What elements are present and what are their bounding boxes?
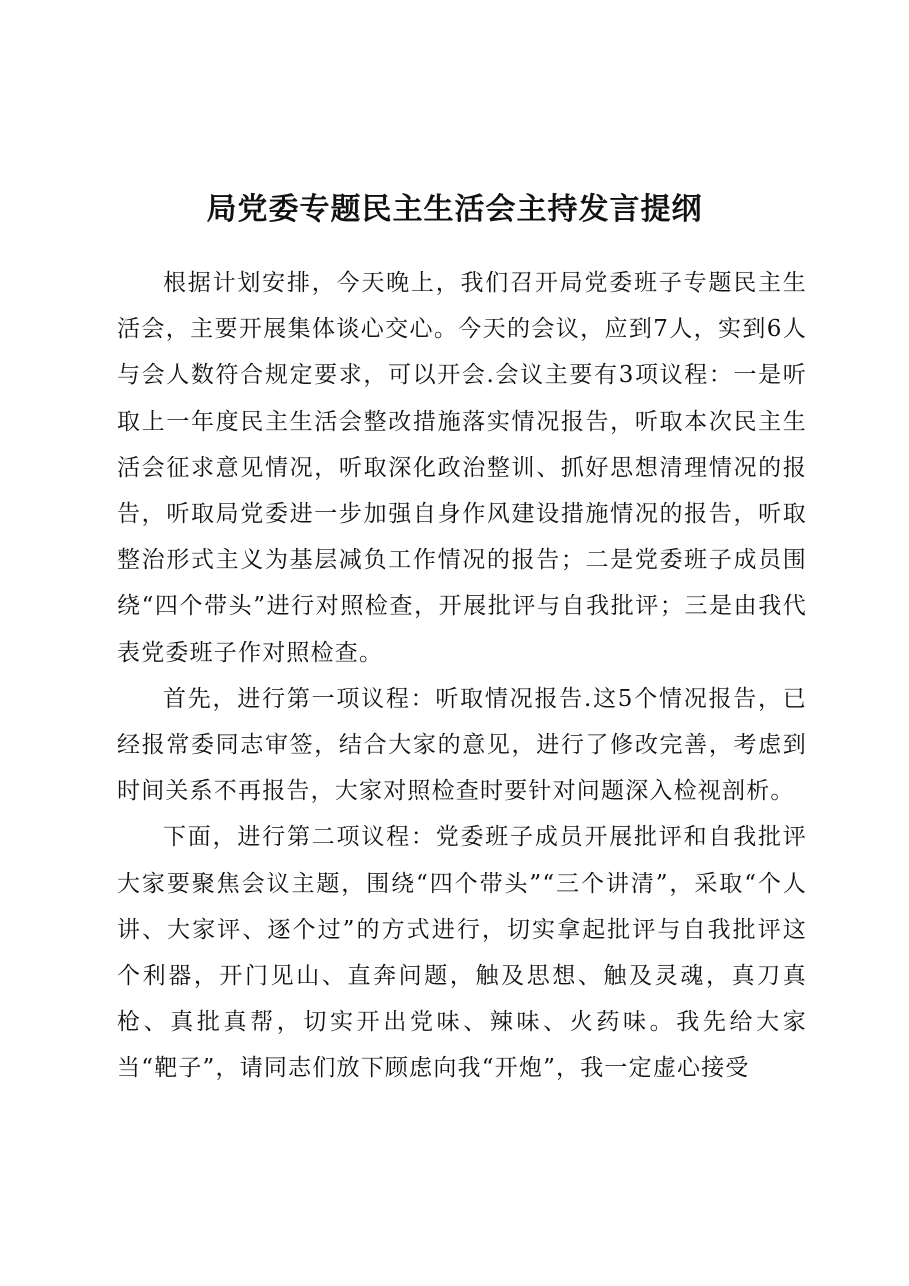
paragraph-agenda-intro: 根据计划安排，今天晚上，我们召开局党委班子专题民主生活会，主要开展集体谈心交心。今天的会议，应到7人，实到6人与会人数符合规定要求，可以开会.会议主要有3项议程：一是听取上一年度民主生活会整改措施落实情况报告，听取本次民主生活会征求意见情况，听取深化政治整训、抓好思想清理情况的报告，听取局党委进一步加强自身作风建设措施情况的报告，听取整治形式主义为基层减负工作情况的报告；二是党委班子成员围绕“四个带头”进行对照检查，开展批评与自我批评；三是由我代表党委班子作对照检查。	[117, 270, 807, 666]
document-body	[117, 260, 807, 1092]
paragraph-first-agenda-item: 首先，进行第一项议程：听取情况报告.这5个情况报告，已经报常委同志审签，结合大家的意见，进行了修改完善，考虑到时间关系不再报告，大家对照检查时要针对问题深入检视剖析。	[117, 685, 807, 805]
paragraph-second-agenda-item: 下面，进行第二项议程：党委班子成员开展批评和自我批评大家要聚焦会议主题，围绕“四个带头”“三个讲清”，采取“个人讲、大家评、逐个过”的方式进行，切实拿起批评与自我批评这个利器，开门见山、直奔问题，触及思想、触及灵魂，真刀真枪、真批真帮，切实开出党味、辣味、火药味。我先给大家当“靶子”，请同志们放下顾虑向我“开炮”，我一定虚心接受	[117, 824, 807, 1082]
document-title: 局党委专题民主生活会主持发言提纲	[206, 192, 703, 227]
